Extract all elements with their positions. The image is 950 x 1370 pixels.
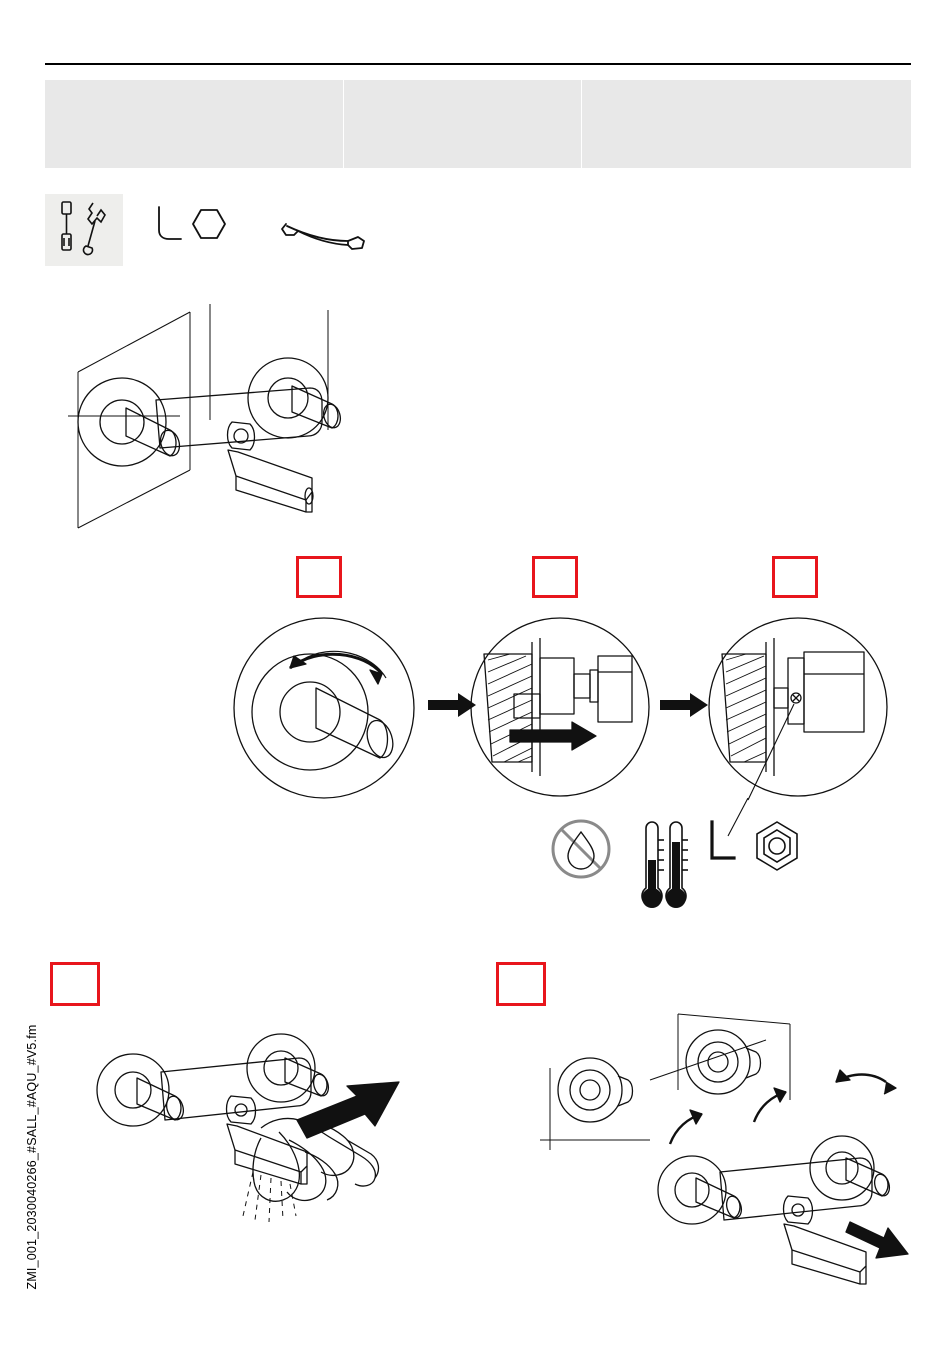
no-grease-icon — [548, 818, 614, 880]
thermometer-icon — [636, 820, 694, 920]
step-3-number-box — [772, 556, 818, 598]
cartridge-section-screw — [708, 612, 890, 802]
header-rule — [45, 63, 911, 65]
header-cell-3 — [581, 80, 911, 168]
flow-arrow-2-icon — [660, 690, 710, 722]
hex-key-icon — [145, 198, 245, 258]
step-4-number-box — [50, 962, 100, 1006]
wall-mounted-mixer-overview — [60, 300, 390, 555]
header-cell-1 — [45, 80, 343, 168]
hex-key-small-icon — [700, 818, 746, 876]
step-5-number-box — [496, 962, 546, 1006]
step-2-number-box — [532, 556, 578, 598]
hand-pressing-lever — [85, 1020, 455, 1280]
header-table — [45, 80, 911, 168]
document-code: ZMI_001_2030040266_#SALL_#AQU_#V5.fm — [25, 1024, 39, 1290]
nut-icon — [748, 818, 806, 876]
handle-rotate-detail — [232, 612, 422, 807]
step-1-number-box — [296, 556, 342, 598]
cartridge-section-insert — [470, 612, 652, 802]
header-cell-2 — [343, 80, 581, 168]
handle-caps-exploded — [530, 1010, 920, 1290]
screwdriver-and-wrench-icon — [45, 194, 123, 266]
open-end-wrench-icon — [278, 210, 378, 258]
